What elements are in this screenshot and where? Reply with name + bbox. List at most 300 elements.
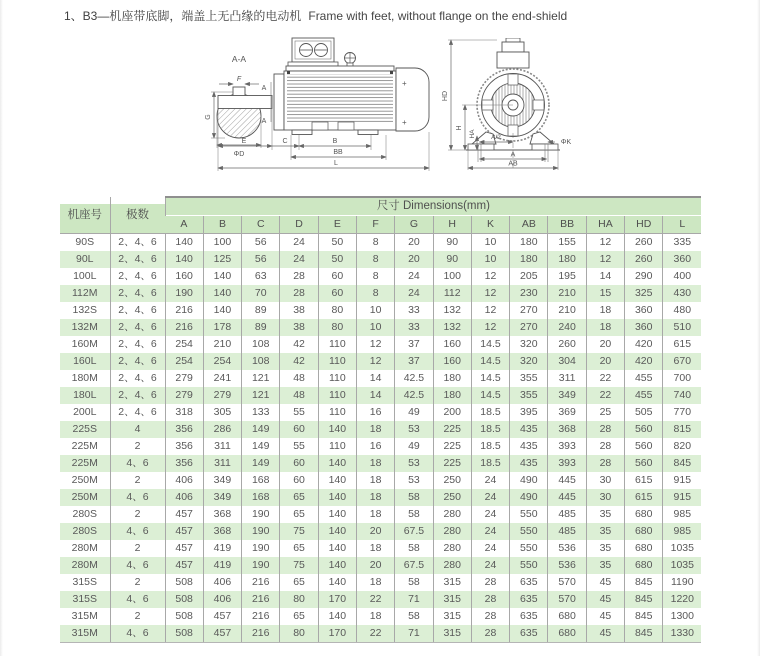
dim-cell: 1035: [663, 540, 701, 557]
dim-cell: 20: [395, 251, 433, 268]
dim-cell: 225: [433, 455, 471, 472]
dim-cell: 435: [510, 438, 548, 455]
dim-cell: 168: [242, 489, 280, 506]
poles-cell: 2: [110, 472, 165, 489]
dim-cell: 53: [395, 472, 433, 489]
dim-col-header: D: [280, 216, 318, 234]
dim-cell: 24: [280, 251, 318, 268]
dim-cell: 170: [318, 625, 356, 643]
dim-cell: 680: [625, 557, 663, 574]
dim-e-label: E: [241, 138, 247, 145]
dim-cell: 254: [165, 336, 203, 353]
dim-cell: 80: [318, 302, 356, 319]
dim-cell: 55: [280, 404, 318, 421]
dim-cell: 700: [663, 370, 701, 387]
dim-cell: 12: [586, 251, 624, 268]
dim-cell: 48: [280, 370, 318, 387]
dim-cell: 160: [165, 268, 203, 285]
dim-cell: 485: [548, 506, 586, 523]
dim-cell: 22: [356, 591, 394, 608]
dim-cell: 80: [280, 591, 318, 608]
dim-cell: 28: [471, 574, 509, 591]
dim-cell: 260: [625, 234, 663, 252]
dim-cell: 280: [433, 557, 471, 574]
dim-cell: 210: [548, 285, 586, 302]
dim-cell: 230: [510, 285, 548, 302]
dim-cell: 180: [433, 387, 471, 404]
dim-cell: 311: [203, 438, 241, 455]
dim-cell: 200: [433, 404, 471, 421]
dim-cell: 110: [318, 353, 356, 370]
dim-cell: 355: [510, 387, 548, 404]
dim-cell: 279: [165, 370, 203, 387]
dim-col-header: HD: [625, 216, 663, 234]
dim-cell: 48: [280, 387, 318, 404]
dim-cell: 71: [395, 625, 433, 643]
dim-col-header: A: [165, 216, 203, 234]
dim-cell: 80: [318, 319, 356, 336]
dim-cell: 28: [471, 608, 509, 625]
dim-cell: 180: [510, 234, 548, 252]
dim-cell: 260: [548, 336, 586, 353]
dim-cell: 178: [203, 319, 241, 336]
dim-hd-label: HD: [442, 90, 449, 102]
frame-cell: 200L: [73, 406, 97, 418]
dim-cell: 8: [356, 251, 394, 268]
dim-cell: 320: [510, 336, 548, 353]
dim-cell: 140: [318, 540, 356, 557]
dim-cell: 33: [395, 302, 433, 319]
dim-cell: 42.5: [395, 370, 433, 387]
dim-cell: 18: [356, 574, 394, 591]
dim-cell: 149: [242, 455, 280, 472]
dim-cell: 368: [203, 523, 241, 540]
poles-cell: 4、6: [110, 557, 165, 574]
frame-cell: 90L: [75, 253, 94, 265]
dim-cell: 38: [280, 319, 318, 336]
dim-cell: 24: [471, 506, 509, 523]
dim-cell: 14: [356, 387, 394, 404]
dim-cell: 420: [625, 353, 663, 370]
dim-col-header: F: [356, 216, 394, 234]
poles-cell: 2: [110, 608, 165, 625]
dim-cell: 10: [356, 302, 394, 319]
dim-cell: 24: [471, 489, 509, 506]
poles-cell: 2、4、6: [110, 302, 165, 319]
dim-cell: 25: [586, 404, 624, 421]
dim-cell: 20: [356, 557, 394, 574]
dim-cell: 216: [242, 574, 280, 591]
dim-cell: 121: [242, 387, 280, 404]
dim-cell: 45: [586, 608, 624, 625]
table-row: [60, 404, 701, 421]
dim-cell: 349: [203, 489, 241, 506]
dim-cell: 28: [280, 268, 318, 285]
dim-cell: 38: [280, 302, 318, 319]
frame-cell: 100L: [73, 270, 97, 282]
dim-cell: 815: [663, 421, 701, 438]
shaft: [218, 96, 272, 109]
dim-cell: 12: [586, 234, 624, 252]
dim-cell: 28: [586, 421, 624, 438]
dim-cell: 985: [663, 506, 701, 523]
dim-cell: 356: [165, 455, 203, 472]
dim-cell: 680: [625, 523, 663, 540]
frame-cell: 180L: [73, 389, 97, 401]
dim-cell: 140: [318, 455, 356, 472]
dim-col-header: H: [433, 216, 471, 234]
dim-cell: 160: [433, 353, 471, 370]
table-row: [60, 302, 701, 319]
dim-cell: 10: [356, 319, 394, 336]
dim-cell: 670: [663, 353, 701, 370]
dim-cell: 570: [548, 591, 586, 608]
dim-cell: 845: [625, 625, 663, 643]
dim-cell: 393: [548, 438, 586, 455]
dim-cell: 356: [165, 421, 203, 438]
dim-cell: 18: [356, 608, 394, 625]
dim-cell: 45: [586, 625, 624, 643]
dim-cell: 435: [510, 455, 548, 472]
poles-cell: 2、4、6: [110, 285, 165, 302]
poles-cell: 2、4、6: [110, 353, 165, 370]
dim-cell: 216: [242, 608, 280, 625]
dim-cell: 12: [356, 353, 394, 370]
poles-cell: 4、6: [110, 591, 165, 608]
dim-cell: 112: [433, 285, 471, 302]
dim-cell: 457: [203, 625, 241, 643]
dim-cell: 65: [280, 489, 318, 506]
dim-cell: 8: [356, 268, 394, 285]
section-title-label: A-A: [231, 54, 247, 64]
terminal-box-end: [497, 52, 529, 68]
dim-cell: 18: [356, 489, 394, 506]
dim-cell: 225: [433, 421, 471, 438]
dim-cell: 140: [165, 251, 203, 268]
dim-cell: 10: [471, 234, 509, 252]
dim-cell: 508: [165, 608, 203, 625]
dim-cell: 615: [625, 489, 663, 506]
dim-cell: 225: [433, 438, 471, 455]
dim-cell: 155: [548, 234, 586, 252]
table-row: [60, 523, 701, 540]
dim-cell: 419: [203, 557, 241, 574]
dim-cell: 216: [242, 591, 280, 608]
dim-cell: 250: [433, 472, 471, 489]
dim-cell: 210: [548, 302, 586, 319]
dim-cell: 12: [471, 319, 509, 336]
dim-cell: 14.5: [471, 353, 509, 370]
poles-cell: 2: [110, 574, 165, 591]
dim-col-header: AB: [510, 216, 548, 234]
table-row: [60, 353, 701, 370]
table-row: [60, 251, 701, 268]
dim-cell: 65: [280, 574, 318, 591]
dim-cell: 63: [242, 268, 280, 285]
dim-cell: 108: [242, 336, 280, 353]
dim-cell: 550: [510, 557, 548, 574]
dim-cell: 140: [203, 285, 241, 302]
dim-cell: 550: [510, 540, 548, 557]
dim-cell: 20: [395, 234, 433, 252]
poles-cell: 2、4、6: [110, 387, 165, 404]
dim-cell: 406: [203, 591, 241, 608]
dim-cell: 14: [356, 370, 394, 387]
frame-cell: 250M: [71, 474, 98, 486]
dim-cell: 60: [280, 455, 318, 472]
dim-cell: 110: [318, 336, 356, 353]
frame-cell: 250M: [71, 491, 98, 503]
frame-cell: 180M: [71, 372, 98, 384]
dim-cell: 160: [433, 336, 471, 353]
dim-cell: 20: [586, 353, 624, 370]
dim-cell: 58: [395, 489, 433, 506]
dim-l-label: L: [334, 160, 338, 167]
dim-cell: 18.5: [471, 455, 509, 472]
table-row: [60, 489, 701, 506]
table-row: [60, 506, 701, 523]
table-row: [60, 591, 701, 608]
dim-cell: 24: [471, 540, 509, 557]
dim-cell: 90: [433, 251, 471, 268]
dim-cell: 320: [510, 353, 548, 370]
dim-cell: 58: [395, 540, 433, 557]
dim-cell: 845: [625, 574, 663, 591]
dim-cell: 67.5: [395, 523, 433, 540]
dim-cell: 140: [318, 421, 356, 438]
dim-cell: 560: [625, 455, 663, 472]
table-row: [60, 336, 701, 353]
dim-cell: 845: [625, 608, 663, 625]
dim-cell: 1330: [663, 625, 701, 643]
dim-cell: 58: [395, 506, 433, 523]
dim-cell: 510: [663, 319, 701, 336]
dim-cell: 110: [318, 438, 356, 455]
dim-cell: 56: [242, 251, 280, 268]
dim-a-half-label: A/2: [491, 134, 501, 141]
page-title-en: Frame with feet, without flange on the end-shield: [308, 9, 568, 23]
dim-cell: 28: [280, 285, 318, 302]
dim-cell: 12: [471, 285, 509, 302]
dim-cell: 133: [242, 404, 280, 421]
dim-cell: 400: [663, 268, 701, 285]
dim-cell: 12: [471, 302, 509, 319]
table-row: [60, 370, 701, 387]
table-row: [60, 387, 701, 404]
dim-cell: 270: [510, 319, 548, 336]
dim-cell: 1035: [663, 557, 701, 574]
table-row: [60, 319, 701, 336]
dim-cell: 210: [203, 336, 241, 353]
dim-cell: 615: [663, 336, 701, 353]
dim-cell: 121: [242, 370, 280, 387]
frame-cell: 225M: [71, 440, 98, 452]
dimensions-banner: 尺寸 Dimensions(mm): [165, 197, 701, 216]
dim-cell: 240: [548, 319, 586, 336]
table-row: [60, 625, 701, 643]
dim-cell: 349: [203, 472, 241, 489]
dim-cell: 50: [318, 251, 356, 268]
dim-cell: 455: [625, 370, 663, 387]
dim-cell: 615: [625, 472, 663, 489]
dim-cell: 280: [433, 523, 471, 540]
dim-cell: 680: [548, 608, 586, 625]
dim-cell: 16: [356, 438, 394, 455]
dim-cell: 457: [203, 608, 241, 625]
dim-cell: 24: [471, 472, 509, 489]
dim-cell: 1300: [663, 608, 701, 625]
dim-cell: 635: [510, 574, 548, 591]
plus-mark-top: +: [402, 79, 407, 88]
dim-cell: 315: [433, 608, 471, 625]
dim-cell: 168: [242, 472, 280, 489]
dim-cell: 360: [663, 251, 701, 268]
dim-cell: 680: [548, 625, 586, 643]
foot-rear: [358, 130, 378, 135]
dim-cell: 315: [433, 591, 471, 608]
dim-cell: 216: [165, 302, 203, 319]
table-row: [60, 472, 701, 489]
frame-cell: 225S: [72, 423, 98, 435]
dim-cell: 132: [433, 319, 471, 336]
dim-cell: 37: [395, 353, 433, 370]
dim-cell: 216: [165, 319, 203, 336]
dim-cell: 360: [625, 302, 663, 319]
dim-cell: 58: [395, 608, 433, 625]
dim-cell: 132: [433, 302, 471, 319]
dim-cell: 53: [395, 421, 433, 438]
dim-cell: 508: [165, 625, 203, 643]
dim-cell: 16: [356, 404, 394, 421]
dim-cell: 14.5: [471, 387, 509, 404]
dim-cell: 455: [625, 387, 663, 404]
dim-cell: 195: [548, 268, 586, 285]
frame-cell: 315S: [72, 576, 98, 588]
dim-cell: 140: [318, 523, 356, 540]
dim-bb-label: BB: [333, 149, 343, 156]
dim-cell: 180: [433, 370, 471, 387]
dim-cell: 42: [280, 336, 318, 353]
dim-cell: 170: [318, 591, 356, 608]
frame-cell: 160M: [71, 338, 98, 350]
dim-cell: 420: [625, 336, 663, 353]
dim-col-header: C: [242, 216, 280, 234]
poles-cell: 2: [110, 506, 165, 523]
dim-c-label: C: [282, 138, 288, 145]
dim-cell: 20: [586, 336, 624, 353]
dim-cell: 67.5: [395, 557, 433, 574]
dim-cell: 457: [165, 540, 203, 557]
dim-cell: 65: [280, 540, 318, 557]
dim-cell: 58: [395, 574, 433, 591]
frame-cell: 132M: [71, 321, 98, 333]
dim-cell: 8: [356, 234, 394, 252]
poles-cell: 2、4、6: [110, 336, 165, 353]
plus-mark-bottom: +: [402, 118, 407, 127]
motor-end-view-drawing: [438, 38, 616, 186]
frame-cell: 112M: [72, 287, 98, 299]
dim-cell: 140: [203, 268, 241, 285]
dim-cell: 24: [395, 268, 433, 285]
dim-cell: 280: [433, 506, 471, 523]
poles-cell: 2、4、6: [110, 404, 165, 421]
motor-side-view-drawing: [208, 32, 434, 184]
dim-cell: 22: [586, 370, 624, 387]
table-row: [60, 285, 701, 302]
dim-cell: 635: [510, 625, 548, 643]
dim-k-label: ΦK: [560, 139, 572, 146]
dim-cell: 419: [203, 540, 241, 557]
dim-cell: 140: [318, 489, 356, 506]
dim-cell: 560: [625, 421, 663, 438]
frame-cell: 160L: [73, 355, 97, 367]
dim-cell: 457: [165, 523, 203, 540]
page-title-zh: 1、B3—机座带底脚，端盖上无凸缘的电动机: [64, 9, 302, 23]
dim-cell: 490: [510, 472, 548, 489]
dim-cell: 42: [280, 353, 318, 370]
frame-cell: 280M: [71, 559, 98, 571]
dim-cell: 490: [510, 489, 548, 506]
dim-cell: 279: [165, 387, 203, 404]
dim-cell: 406: [203, 574, 241, 591]
dim-cell: 140: [318, 472, 356, 489]
frame-cell: 280S: [72, 508, 98, 520]
poles-cell: 4、6: [110, 625, 165, 643]
dim-ab-label: AB: [508, 160, 518, 168]
frame-column-header: 机座号: [60, 197, 110, 234]
table-row: [60, 421, 701, 438]
dim-cell: 10: [471, 251, 509, 268]
dim-cell: 89: [242, 302, 280, 319]
dim-cell: 70: [242, 285, 280, 302]
dim-cell: 1190: [663, 574, 701, 591]
dim-cell: 75: [280, 557, 318, 574]
dim-cell: 140: [203, 302, 241, 319]
cooling-fins: [287, 74, 393, 122]
frame-cell: 315M: [60, 625, 110, 643]
dim-cell: 42.5: [395, 387, 433, 404]
dim-cell: 18: [356, 506, 394, 523]
table-row: [60, 268, 701, 285]
dim-cell: 445: [548, 472, 586, 489]
dim-cell: 190: [242, 540, 280, 557]
dim-cell: 90: [433, 234, 471, 252]
dim-cell: 254: [165, 353, 203, 370]
dim-cell: 149: [242, 421, 280, 438]
poles-cell: 2、4、6: [110, 234, 165, 252]
dim-cell: 349: [548, 387, 586, 404]
poles-cell: 2、4、6: [110, 370, 165, 387]
page-left-edge: [0, 0, 3, 656]
dim-cell: 190: [242, 523, 280, 540]
dim-cell: 14.5: [471, 336, 509, 353]
dim-cell: 570: [548, 574, 586, 591]
dim-cell: 12: [356, 336, 394, 353]
dim-cell: 24: [471, 523, 509, 540]
dim-cell: 45: [586, 574, 624, 591]
dim-b-label: B: [332, 138, 338, 145]
page-title: [64, 7, 567, 24]
dim-cell: 24: [280, 234, 318, 252]
frame-cell: 315M: [71, 610, 98, 622]
dim-cell: 14: [586, 268, 624, 285]
dim-cell: 508: [165, 591, 203, 608]
poles-column-header: 极数: [110, 197, 165, 234]
dim-cell: 560: [625, 438, 663, 455]
frame-cell: 132S: [72, 304, 98, 316]
dim-cell: 12: [471, 268, 509, 285]
dim-cell: 15: [586, 285, 624, 302]
